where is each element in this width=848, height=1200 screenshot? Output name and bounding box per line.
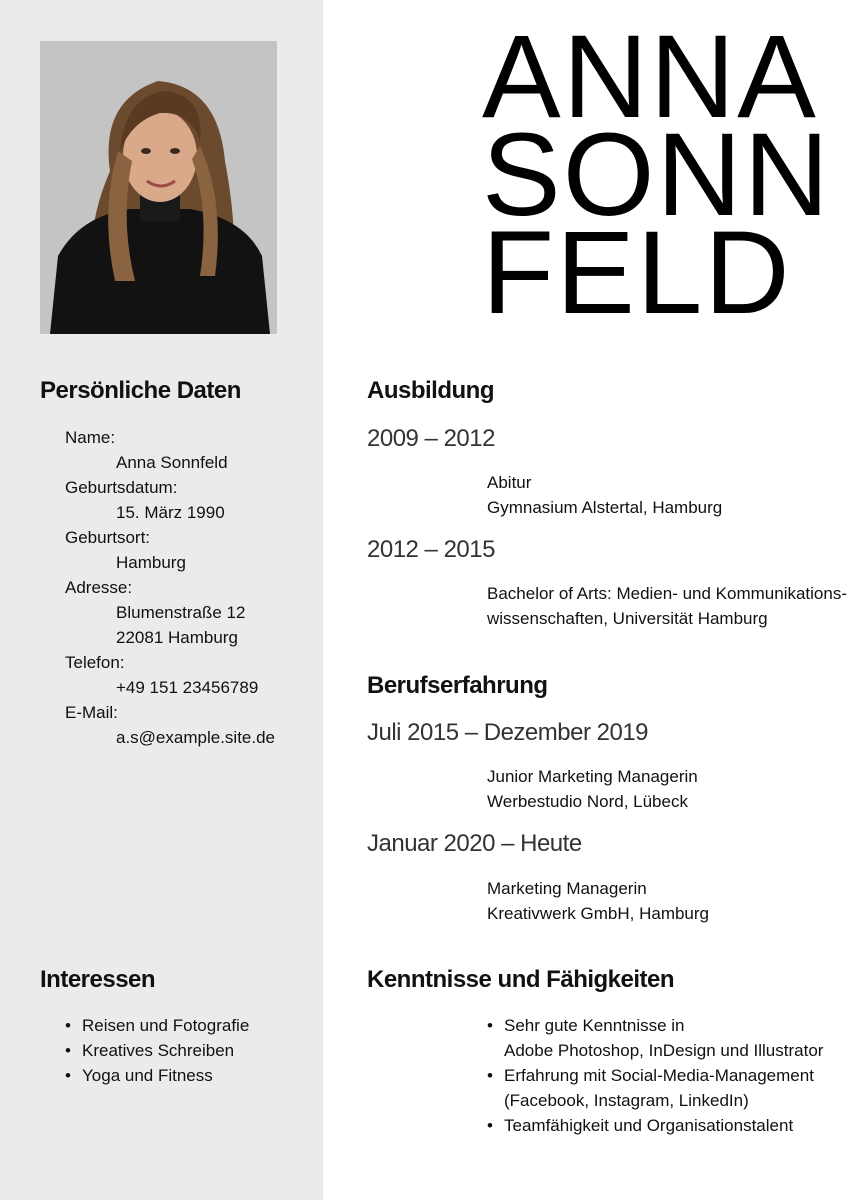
skill-item-line: • Sehr gute Kenntnisse in	[504, 1016, 685, 1035]
education-heading: Ausbildung	[367, 377, 494, 404]
experience-period: Januar 2020 – Heute	[367, 830, 582, 857]
experience-heading: Berufserfahrung	[367, 672, 548, 699]
name-line-2: SONN	[482, 109, 831, 241]
education-period: 2009 – 2012	[367, 425, 495, 452]
skills-heading: Kenntnisse und Fähigkeiten	[367, 966, 675, 993]
name-line-1: ANNA	[482, 11, 818, 143]
education-entry	[487, 581, 847, 631]
personal-value-email: a.s@example.site.de	[116, 728, 276, 747]
personal-label-email: E-Mail:	[65, 703, 118, 722]
experience-entry-line: Marketing Managerin	[487, 879, 647, 898]
education-entry-line: Bachelor of Arts: Medien- und Kommunikations-	[487, 584, 848, 603]
education-period: 2012 – 2015	[367, 536, 495, 563]
personal-label-birthdate: Geburtsdatum:	[65, 478, 178, 497]
skill-item	[487, 1013, 823, 1063]
skill-item	[487, 1063, 823, 1113]
personal-value-name: Anna Sonnfeld	[116, 453, 228, 472]
personal-label-birthplace: Geburtsort:	[65, 528, 151, 547]
name-line-3: FELD	[482, 207, 792, 339]
interest-item: • Yoga und Fitness	[65, 1063, 249, 1088]
name-title	[482, 11, 831, 339]
profile-photo	[40, 41, 277, 334]
education-entry	[487, 470, 722, 520]
interest-item: • Reisen und Fotografie	[65, 1013, 249, 1038]
interests-heading: Interessen	[40, 966, 156, 993]
education-entry-line: Abitur	[487, 473, 532, 492]
skill-item-line: • Erfahrung mit Social-Media-Management	[504, 1066, 814, 1085]
portrait-image	[40, 41, 277, 334]
experience-period: Juli 2015 – Dezember 2019	[367, 719, 649, 746]
personal-heading: Persönliche Daten	[40, 377, 241, 404]
interests-list	[65, 1013, 249, 1088]
personal-label-name: Name:	[65, 428, 116, 447]
skill-item-line: (Facebook, Instagram, LinkedIn)	[504, 1091, 749, 1110]
personal-label-address: Adresse:	[65, 578, 133, 597]
education-entry-line: wissenschaften, Universität Hamburg	[487, 609, 768, 628]
personal-value-city: 22081 Hamburg	[116, 628, 238, 647]
personal-value-birthplace: Hamburg	[116, 553, 186, 572]
experience-entry	[487, 764, 698, 814]
experience-entry-line: Kreativwerk GmbH, Hamburg	[487, 904, 710, 923]
skills-list	[487, 1013, 823, 1138]
personal-details	[65, 425, 275, 750]
experience-entry-line: Werbestudio Nord, Lübeck	[487, 792, 688, 811]
personal-label-phone: Telefon:	[65, 653, 125, 672]
experience-entry-line: Junior Marketing Managerin	[487, 767, 698, 786]
personal-value-street: Blumenstraße 12	[116, 603, 246, 622]
skill-item	[487, 1113, 823, 1138]
personal-value-phone: +49 151 23456789	[116, 678, 259, 697]
interest-item: • Kreatives Schreiben	[65, 1038, 249, 1063]
experience-entry	[487, 876, 709, 926]
education-entry-line: Gymnasium Alstertal, Hamburg	[487, 498, 723, 517]
personal-value-birthdate: 15. März 1990	[116, 503, 225, 522]
skill-item-line: Adobe Photoshop, InDesign und Illustrator	[504, 1041, 824, 1060]
skill-item-line: • Teamfähigkeit und Organisationstalent	[504, 1116, 794, 1135]
